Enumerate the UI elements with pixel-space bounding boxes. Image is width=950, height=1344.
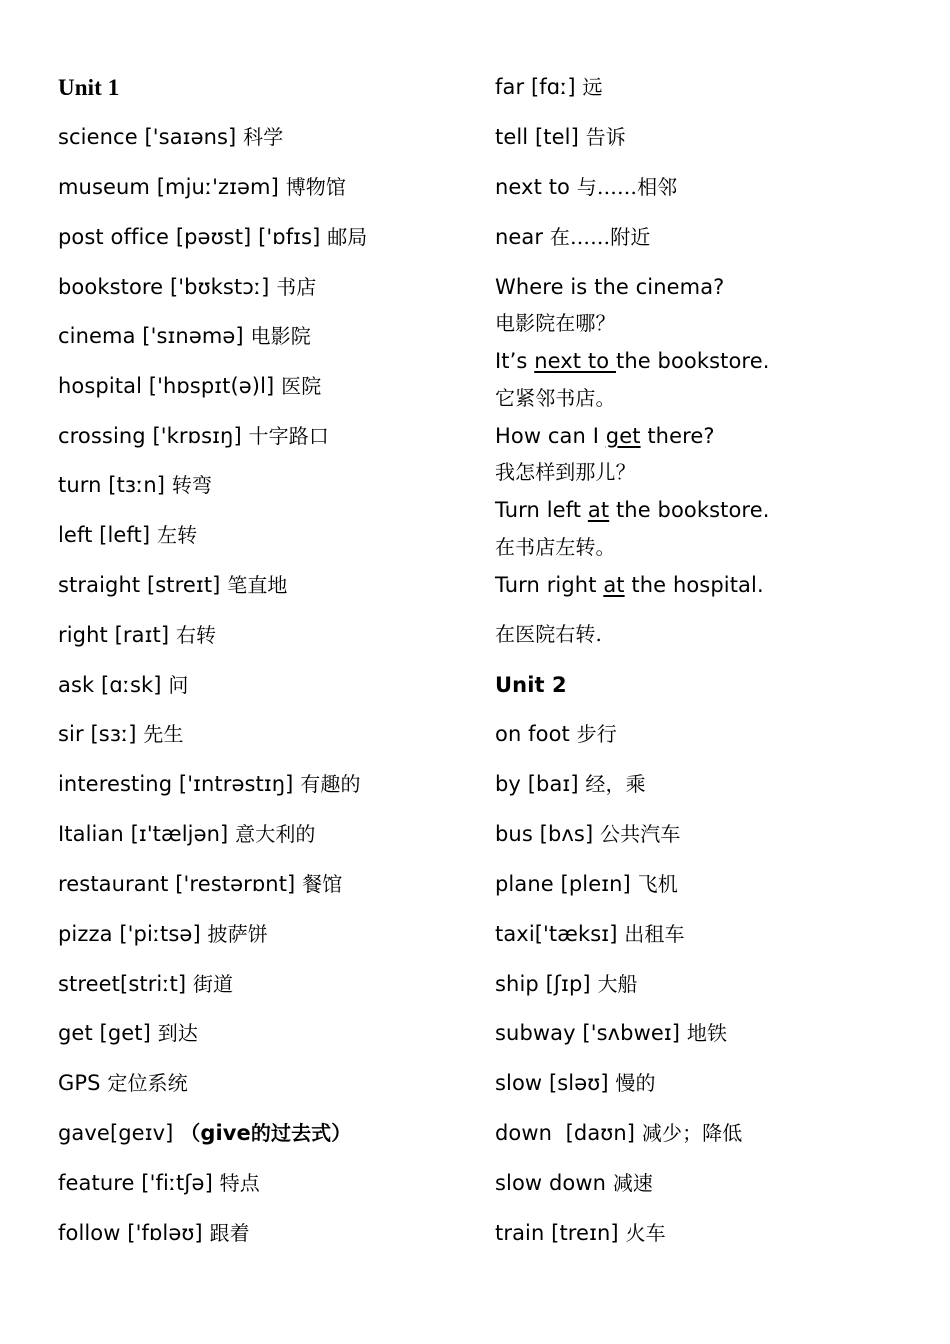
vocab-english: sir [sɜː] (58, 722, 137, 746)
vocab-entry (495, 1019, 727, 1047)
vocab-entry (58, 1069, 188, 1097)
sentence-text: Turn right (495, 573, 604, 597)
vocab-english: ask [ɑːsk] (58, 673, 162, 697)
vocab-english: right [raɪt] (58, 623, 170, 647)
vocab-entry (58, 173, 346, 201)
paren-close: ） (331, 1121, 352, 1145)
vocab-chinese: 慢的 (615, 1071, 656, 1095)
sentence-text: the bookstore. (615, 349, 770, 373)
vocab-entry (58, 820, 316, 848)
vocab-chinese: 书店 (276, 275, 317, 299)
vocab-chinese: 公共汽车 (600, 822, 681, 846)
vocab-chinese: 步行 (576, 722, 617, 746)
vocab-entry (495, 223, 650, 251)
vocab-entry (495, 1169, 653, 1197)
vocab-chinese: 博物馆 (285, 175, 346, 199)
vocab-chinese: 十字路口 (248, 424, 329, 448)
vocab-entry (495, 1219, 666, 1247)
vocab-entry (58, 1169, 260, 1197)
vocab-chinese: 右转 (175, 623, 217, 647)
sentence-chinese: 它紧邻书店。 (495, 386, 616, 410)
underlined-phrase: get (605, 424, 641, 448)
bold-word: give (200, 1121, 251, 1145)
vocab-english: get [get] (58, 1021, 151, 1045)
vocab-chinese: 跟着 (209, 1221, 250, 1245)
vocab-english: far [fɑː] (495, 75, 576, 99)
vocab-chinese: 邮局 (327, 225, 368, 249)
vocab-entry (495, 820, 680, 848)
vocab-english: Italian [ɪ'tæljən] (58, 822, 229, 846)
sentence-text: the hospital. (624, 573, 764, 597)
vocab-english: ship [ʃɪp] (495, 972, 591, 996)
sentence-text: Turn left (495, 498, 588, 522)
vocab-entry (58, 223, 367, 251)
vocab-chinese: 的过去式 (250, 1121, 332, 1145)
vocab-entry (58, 621, 216, 649)
vocab-entry (495, 720, 617, 748)
vocab-chinese: 大船 (597, 972, 638, 996)
vocab-chinese: 餐馆 (302, 872, 343, 896)
vocab-english: straight [streɪt] (58, 573, 221, 597)
vocab-entry (58, 372, 321, 400)
sentence-chinese: 电影院在哪？ (495, 311, 616, 335)
vocab-entry (495, 1069, 656, 1097)
vocab-chinese: 在……附近 (549, 225, 651, 249)
vocab-entry (58, 720, 184, 748)
sentence-chinese: 我怎样到那儿？ (495, 460, 636, 484)
vocab-chinese: 医院 (281, 374, 322, 398)
sentence-english (495, 422, 715, 450)
vocab-english: follow ['fɒləʊ] (58, 1221, 203, 1245)
vocab-english: museum [mjuː'zɪəm] (58, 175, 279, 199)
vocab-chinese: 减速 (612, 1171, 654, 1195)
sentence-text: the bookstore. (609, 498, 770, 522)
vocab-english: post office [pəʊst] ['ɒfɪs] (58, 225, 321, 249)
vocab-chinese: 意大利的 (235, 822, 316, 846)
vocab-chinese: 笔直地 (227, 573, 288, 597)
vocab-chinese: 远 (582, 75, 603, 99)
vocab-entry (495, 870, 678, 898)
vocab-chinese: 到达 (157, 1021, 198, 1045)
vocab-chinese: 左转 (156, 523, 198, 547)
vocab-english: subway ['sʌbweɪ] (495, 1021, 681, 1045)
sentence-text: How can I (495, 424, 606, 448)
vocab-chinese: 减少；降低 (641, 1121, 743, 1145)
vocab-entry (495, 1119, 742, 1147)
sentence-text: there? (640, 424, 715, 448)
vocab-entry (58, 273, 316, 301)
vocab-chinese: 飞机 (637, 872, 678, 896)
vocab-english: tell [tel] (495, 125, 579, 149)
vocab-english: bookstore ['bʊkstɔː] (58, 275, 270, 299)
unit-2-title: Unit 2 (495, 673, 567, 697)
vocab-chinese: 电影院 (250, 324, 311, 348)
vocab-chinese: 先生 (143, 722, 184, 746)
sentence-text: It’s (495, 349, 535, 373)
vocab-english: by [baɪ] (495, 772, 579, 796)
vocab-english: crossing ['krɒsɪŋ] (58, 424, 242, 448)
vocab-chinese: 问 (168, 673, 189, 697)
vocab-entry (495, 920, 685, 948)
sentence-chinese: 在书店左转。 (495, 535, 616, 559)
vocab-entry (58, 870, 342, 898)
vocab-chinese: 街道 (192, 972, 234, 996)
underlined-phrase: at (603, 573, 625, 597)
vocab-entry (58, 123, 283, 151)
vocab-entry (58, 422, 329, 450)
vocab-entry (58, 571, 288, 599)
vocab-english: science ['saɪəns] (58, 125, 237, 149)
vocab-english: restaurant ['restərɒnt] (58, 872, 296, 896)
vocab-english: next to (495, 175, 570, 199)
vocab-english: hospital ['hɒspɪt(ə)l] (58, 374, 275, 398)
vocab-english: street[striːt] (58, 972, 187, 996)
sentence-chinese: 在医院右转. (495, 622, 602, 646)
underlined-phrase: at (587, 498, 610, 522)
sentence-english (495, 496, 770, 524)
vocab-chinese: 与……相邻 (576, 175, 678, 199)
vocab-english: near (495, 225, 544, 249)
vocab-entry (495, 123, 626, 151)
vocab-english: slow down (495, 1171, 607, 1195)
underlined-phrase: next to (534, 349, 616, 373)
sentence-english: Where is the cinema? (495, 275, 725, 299)
vocab-english: down [daʊn] (495, 1121, 636, 1145)
vocab-english: cinema ['sɪnəmə] (58, 324, 244, 348)
vocab-english: train [treɪn] (495, 1221, 619, 1245)
vocab-english: gave[geɪv] (58, 1121, 174, 1145)
vocab-chinese: 特点 (219, 1171, 260, 1195)
vocab-english: turn [tɜːn] (58, 473, 166, 497)
vocab-entry (58, 521, 197, 549)
sentence-english (495, 347, 770, 375)
unit-1-title: Unit 1 (58, 75, 120, 100)
vocab-english: on foot (495, 722, 570, 746)
vocab-chinese: 披萨饼 (207, 922, 268, 946)
vocab-english: bus [bʌs] (495, 822, 594, 846)
vocab-english: GPS (58, 1071, 101, 1095)
vocab-entry (495, 173, 677, 201)
vocab-chinese: 出租车 (624, 922, 685, 946)
vocab-english: plane [pleɪn] (495, 872, 631, 896)
vocab-english: left [left] (58, 523, 151, 547)
vocab-entry (58, 671, 188, 699)
vocab-entry (58, 471, 212, 499)
vocab-english: taxi['tæksɪ] (495, 922, 618, 946)
vocab-chinese: 经，乘 (585, 772, 646, 796)
vocab-entry (58, 920, 268, 948)
vocab-chinese: 地铁 (686, 1021, 728, 1045)
vocab-chinese: 告诉 (585, 125, 626, 149)
vocab-chinese: 定位系统 (107, 1071, 188, 1095)
vocab-entry-gave (58, 1119, 351, 1147)
vocab-entry (58, 770, 361, 798)
vocab-chinese: 火车 (625, 1221, 666, 1245)
vocab-entry (58, 1219, 250, 1247)
vocab-english: interesting ['ɪntrəstɪŋ] (58, 772, 294, 796)
vocab-entry (58, 322, 311, 350)
vocab-entry (58, 970, 233, 998)
vocab-entry (495, 770, 646, 798)
vocab-english: pizza ['piːtsə] (58, 922, 201, 946)
vocab-entry (495, 970, 638, 998)
sentence-english (495, 571, 764, 599)
vocab-entry (58, 1019, 198, 1047)
vocab-entry (495, 73, 603, 101)
vocab-english: feature ['fiːtʃə] (58, 1171, 213, 1195)
vocab-chinese: 有趣的 (300, 772, 361, 796)
paren-open: （ (180, 1121, 201, 1145)
vocab-chinese: 转弯 (171, 473, 213, 497)
vocab-english: slow [sləʊ] (495, 1071, 609, 1095)
vocab-chinese: 科学 (243, 125, 284, 149)
